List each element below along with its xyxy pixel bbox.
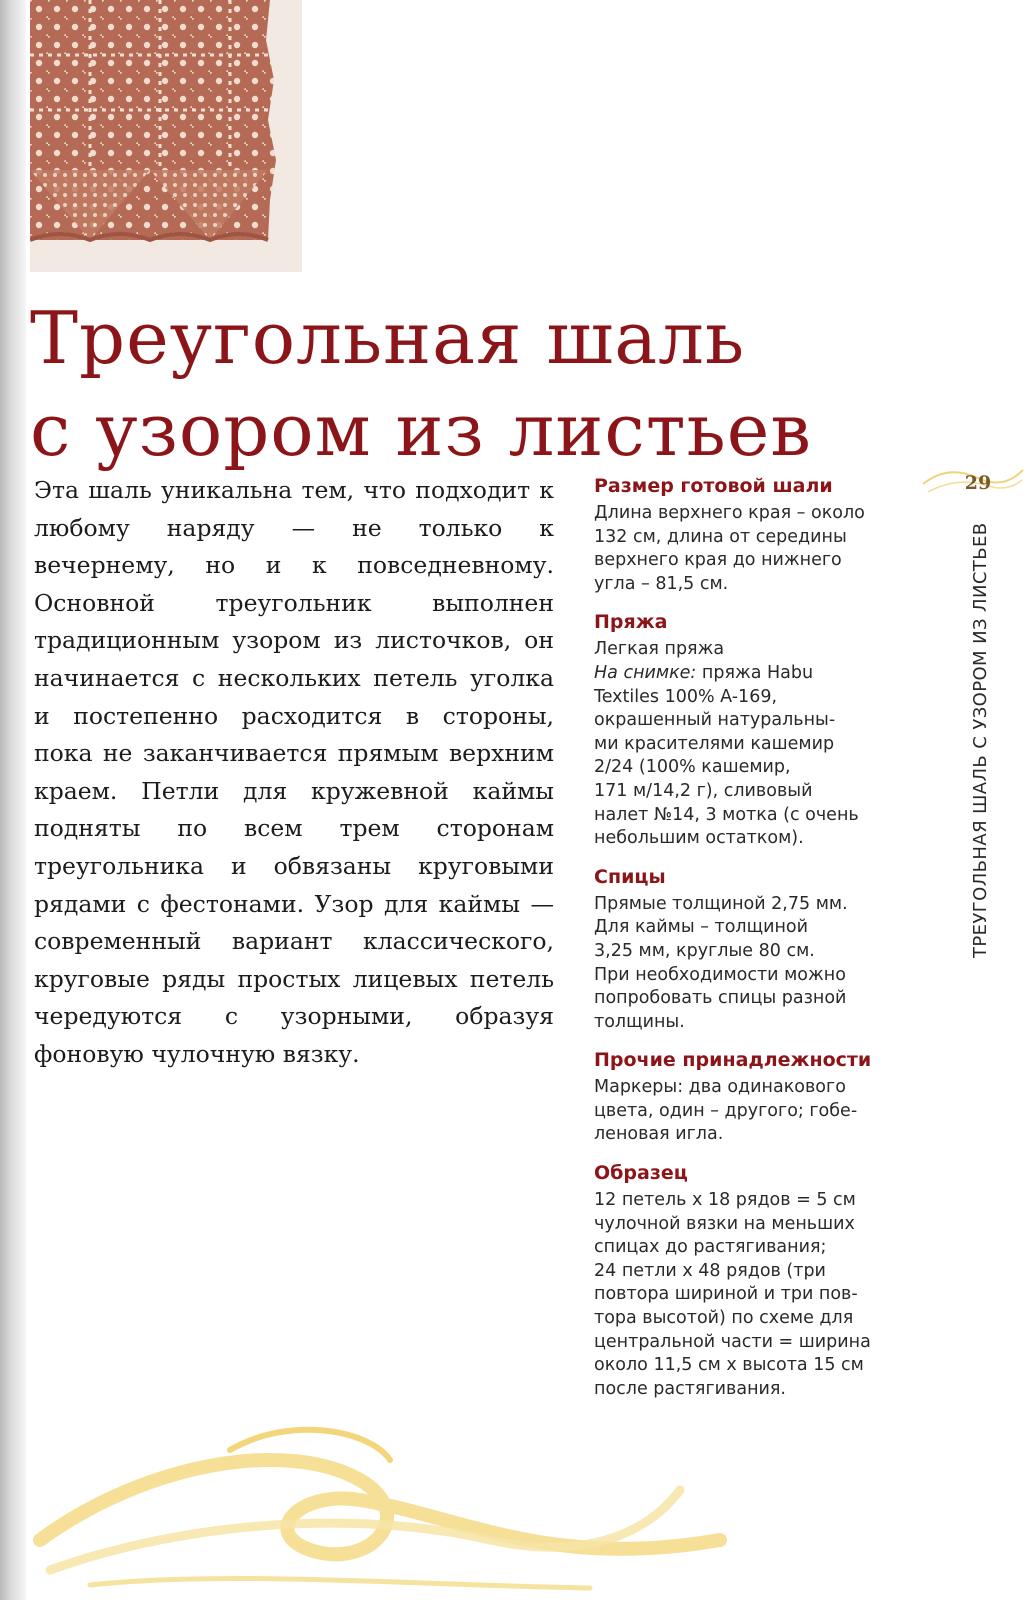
title-line-2: с узором из листьев — [30, 388, 812, 472]
spec-yarn-heading: Пряжа — [594, 611, 668, 634]
spec-notions-text: Маркеры: два одинакового цвета, один – другого; гобе- леновая игла. — [594, 1077, 858, 1145]
spec-needles — [594, 865, 894, 1035]
shawl-lace-image — [30, 0, 302, 272]
spec-size — [594, 474, 894, 596]
spec-yarn-text — [594, 638, 894, 850]
spec-yarn-photo-label: На снимке: — [594, 662, 697, 683]
spec-yarn-line1: Легкая пряжа — [594, 639, 725, 660]
spec-size-text: Длина верхнего края – около 132 см, длина от середины верхнего края до нижнего угла – 81,5 см. — [594, 503, 865, 594]
page-gutter-shadow — [0, 0, 26, 1600]
shawl-photo — [30, 0, 302, 272]
spec-needles-text: Прямые толщиной 2,75 мм. Для каймы – толщиной 3,25 мм, круглые 80 см. При необходимости можно попробовать спицы разной толщины. — [594, 893, 848, 1032]
spec-yarn — [594, 610, 894, 850]
title-line-1: Треугольная шаль — [30, 296, 746, 380]
specs-column — [594, 474, 894, 1415]
spec-gauge — [594, 1161, 894, 1401]
spec-notions — [594, 1048, 894, 1147]
spec-yarn-body: пряжа Habu Textiles 100% A-169, окрашенный натуральны- ми красителями кашемир 2/24 (100% кашемир, 171 м/14,2 г), сливовый налет №14, 3 мотка (с очень небольшим остатком). — [594, 662, 859, 849]
intro-paragraph: Эта шаль уникальна тем, что подходит к любому наряду — не только к вечернему, но и к повседневному. Основной треугольник выполнен традиционным узором из листочков, он начинается с нескольких петель уголка и постепенно расходится в стороны, пока не заканчивается прямым верхним краем. Петли для кружевной каймы подняты по всем трем сторонам треугольника и обвязаны круговыми рядами с фестонами. Узор для каймы — современный вариант классического, круговые ряды простых лицевых петель чередуются с узорными, образуя фоновую чулочную вязку. — [34, 476, 554, 1068]
spec-gauge-heading: Образец — [594, 1162, 688, 1185]
page-title — [30, 292, 830, 476]
spec-needles-heading: Спицы — [594, 865, 666, 888]
decorative-swirl-ornament — [30, 1420, 730, 1595]
spec-size-heading: Размер готовой шали — [594, 475, 833, 497]
spec-notions-heading: Прочие принадлежности — [594, 1049, 872, 1072]
running-head — [962, 508, 1002, 958]
page-number: 29 — [964, 472, 992, 494]
spec-gauge-text: 12 петель х 18 рядов = 5 см чулочной вязки на меньших спицах до растягивания; 24 петли х 48 рядов (три повтора шириной и три пов- тора высотой) по схеме для центральной части = ширина около 11,5 см х высота 15 см после растягивания. — [594, 1190, 871, 1399]
running-head-text: ТРЕУГОЛЬНАЯ ШАЛЬ С УЗОРОМ ИЗ ЛИСТЬЕВ — [970, 522, 991, 958]
